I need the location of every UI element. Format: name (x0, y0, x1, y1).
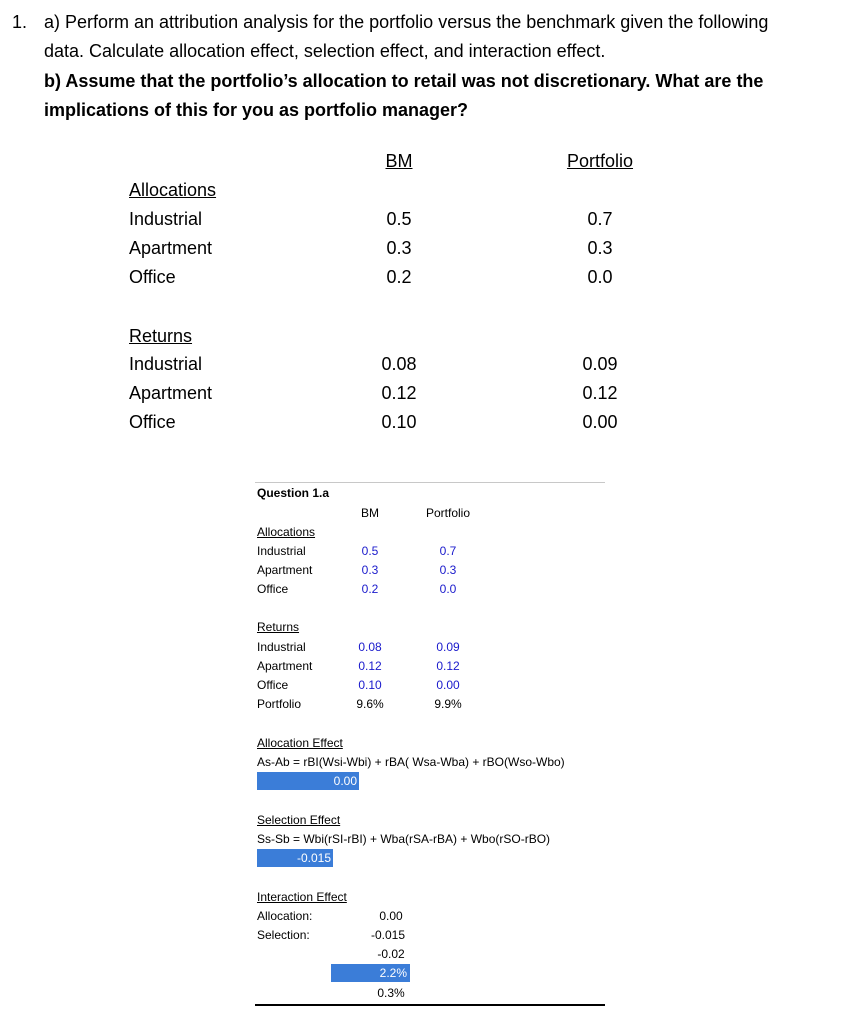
table-cell-portfolio: 0.0 (587, 267, 613, 287)
table-row-label: Apartment (129, 383, 213, 403)
table-row-label: Office (129, 267, 176, 287)
table-cell-bm: 0.08 (381, 354, 417, 374)
sheet-row-label: Apartment (257, 659, 313, 673)
sheet-row-label: Industrial (257, 640, 306, 654)
table-row-label: Industrial (129, 209, 203, 229)
question-number: 1. (12, 12, 28, 32)
sheet-returns-header: Returns (257, 620, 300, 634)
selection-effect-header: Selection Effect (257, 813, 341, 827)
sheet-row-label: Apartment (257, 563, 313, 577)
table-col-bm: BM (385, 151, 413, 171)
sheet-allocations-header: Allocations (257, 525, 316, 539)
allocation-effect-header: Allocation Effect (257, 736, 343, 750)
interaction-sum-value: -0.02 (377, 947, 405, 961)
table-cell-bm: 0.12 (381, 383, 417, 403)
table-row-label: Industrial (129, 354, 203, 374)
sheet-bottom-rule (255, 1004, 605, 1006)
table-col-portfolio: Portfolio (566, 151, 634, 171)
sheet-portfolio-label: Portfolio (257, 697, 302, 711)
sheet-cell-portfolio: 0.0 (439, 582, 457, 596)
interaction-selection-value: -0.015 (370, 928, 406, 942)
table-cell-portfolio: 0.00 (582, 412, 618, 432)
sheet-cell-portfolio: 0.12 (436, 659, 460, 673)
sheet-row-label: Office (257, 582, 289, 596)
sheet-title: Question 1.a (257, 486, 330, 500)
sheet-cell-bm: 0.08 (358, 640, 382, 654)
table-row-label: Office (129, 412, 176, 432)
sheet-cell-portfolio: 0.09 (436, 640, 460, 654)
interaction-selection-label: Selection: (257, 928, 310, 942)
interaction-highlight-value: 2.2% (331, 964, 410, 982)
selection-effect-result: -0.015 (257, 849, 333, 867)
question-part-b-line1: b) Assume that the portfolio’s allocation to retail was not discretionary. What are the (44, 71, 764, 91)
sheet-cell-bm: 0.3 (361, 563, 379, 577)
table-cell-portfolio: 0.09 (582, 354, 618, 374)
sheet-row-label: Industrial (257, 544, 306, 558)
sheet-cell-bm: 0.12 (358, 659, 382, 673)
table-cell-portfolio: 0.3 (587, 238, 613, 258)
sheet-cell-bm: 0.5 (361, 544, 379, 558)
table-returns-header: Returns (129, 326, 193, 346)
table-row-label: Apartment (129, 238, 213, 258)
sheet-portfolio-portfolio: 9.9% (434, 697, 462, 711)
selection-effect-formula: Ss-Sb = Wbi(rSI-rBI) + Wba(rSA-rBA) + Wbo(rSO-rBO) (257, 832, 551, 846)
sheet-cell-bm: 0.10 (358, 678, 382, 692)
interaction-allocation-value: 0.00 (379, 909, 403, 923)
table-cell-bm: 0.10 (381, 412, 417, 432)
sheet-top-rule (255, 482, 605, 483)
interaction-effect-header: Interaction Effect (257, 890, 347, 904)
table-cell-portfolio: 0.12 (582, 383, 618, 403)
table-cell-bm: 0.3 (386, 238, 412, 258)
sheet-cell-portfolio: 0.7 (439, 544, 457, 558)
sheet-cell-portfolio: 0.00 (436, 678, 460, 692)
question-part-b-line2: implications of this for you as portfolio manager? (44, 100, 469, 120)
interaction-allocation-label: Allocation: (257, 909, 313, 923)
question-part-a-line2: data. Calculate allocation effect, selection effect, and interaction effect. (44, 41, 606, 61)
allocation-effect-formula: As-Ab = rBI(Wsi-Wbi) + rBA( Wsa-Wba) + rBO(Wso-Wbo) (257, 755, 565, 769)
table-cell-bm: 0.5 (386, 209, 412, 229)
sheet-row-label: Office (257, 678, 289, 692)
sheet-col-bm: BM (361, 506, 379, 520)
sheet-col-portfolio: Portfolio (425, 506, 471, 520)
sheet-cell-bm: 0.2 (361, 582, 379, 596)
interaction-final-value: 0.3% (377, 986, 405, 1000)
question-part-a-line1: a) Perform an attribution analysis for the portfolio versus the benchmark given the following (44, 12, 769, 32)
table-allocations-header: Allocations (129, 180, 217, 200)
sheet-portfolio-bm: 9.6% (356, 697, 384, 711)
allocation-effect-result: 0.00 (257, 772, 359, 790)
table-cell-bm: 0.2 (386, 267, 412, 287)
table-cell-portfolio: 0.7 (587, 209, 613, 229)
sheet-cell-portfolio: 0.3 (439, 563, 457, 577)
